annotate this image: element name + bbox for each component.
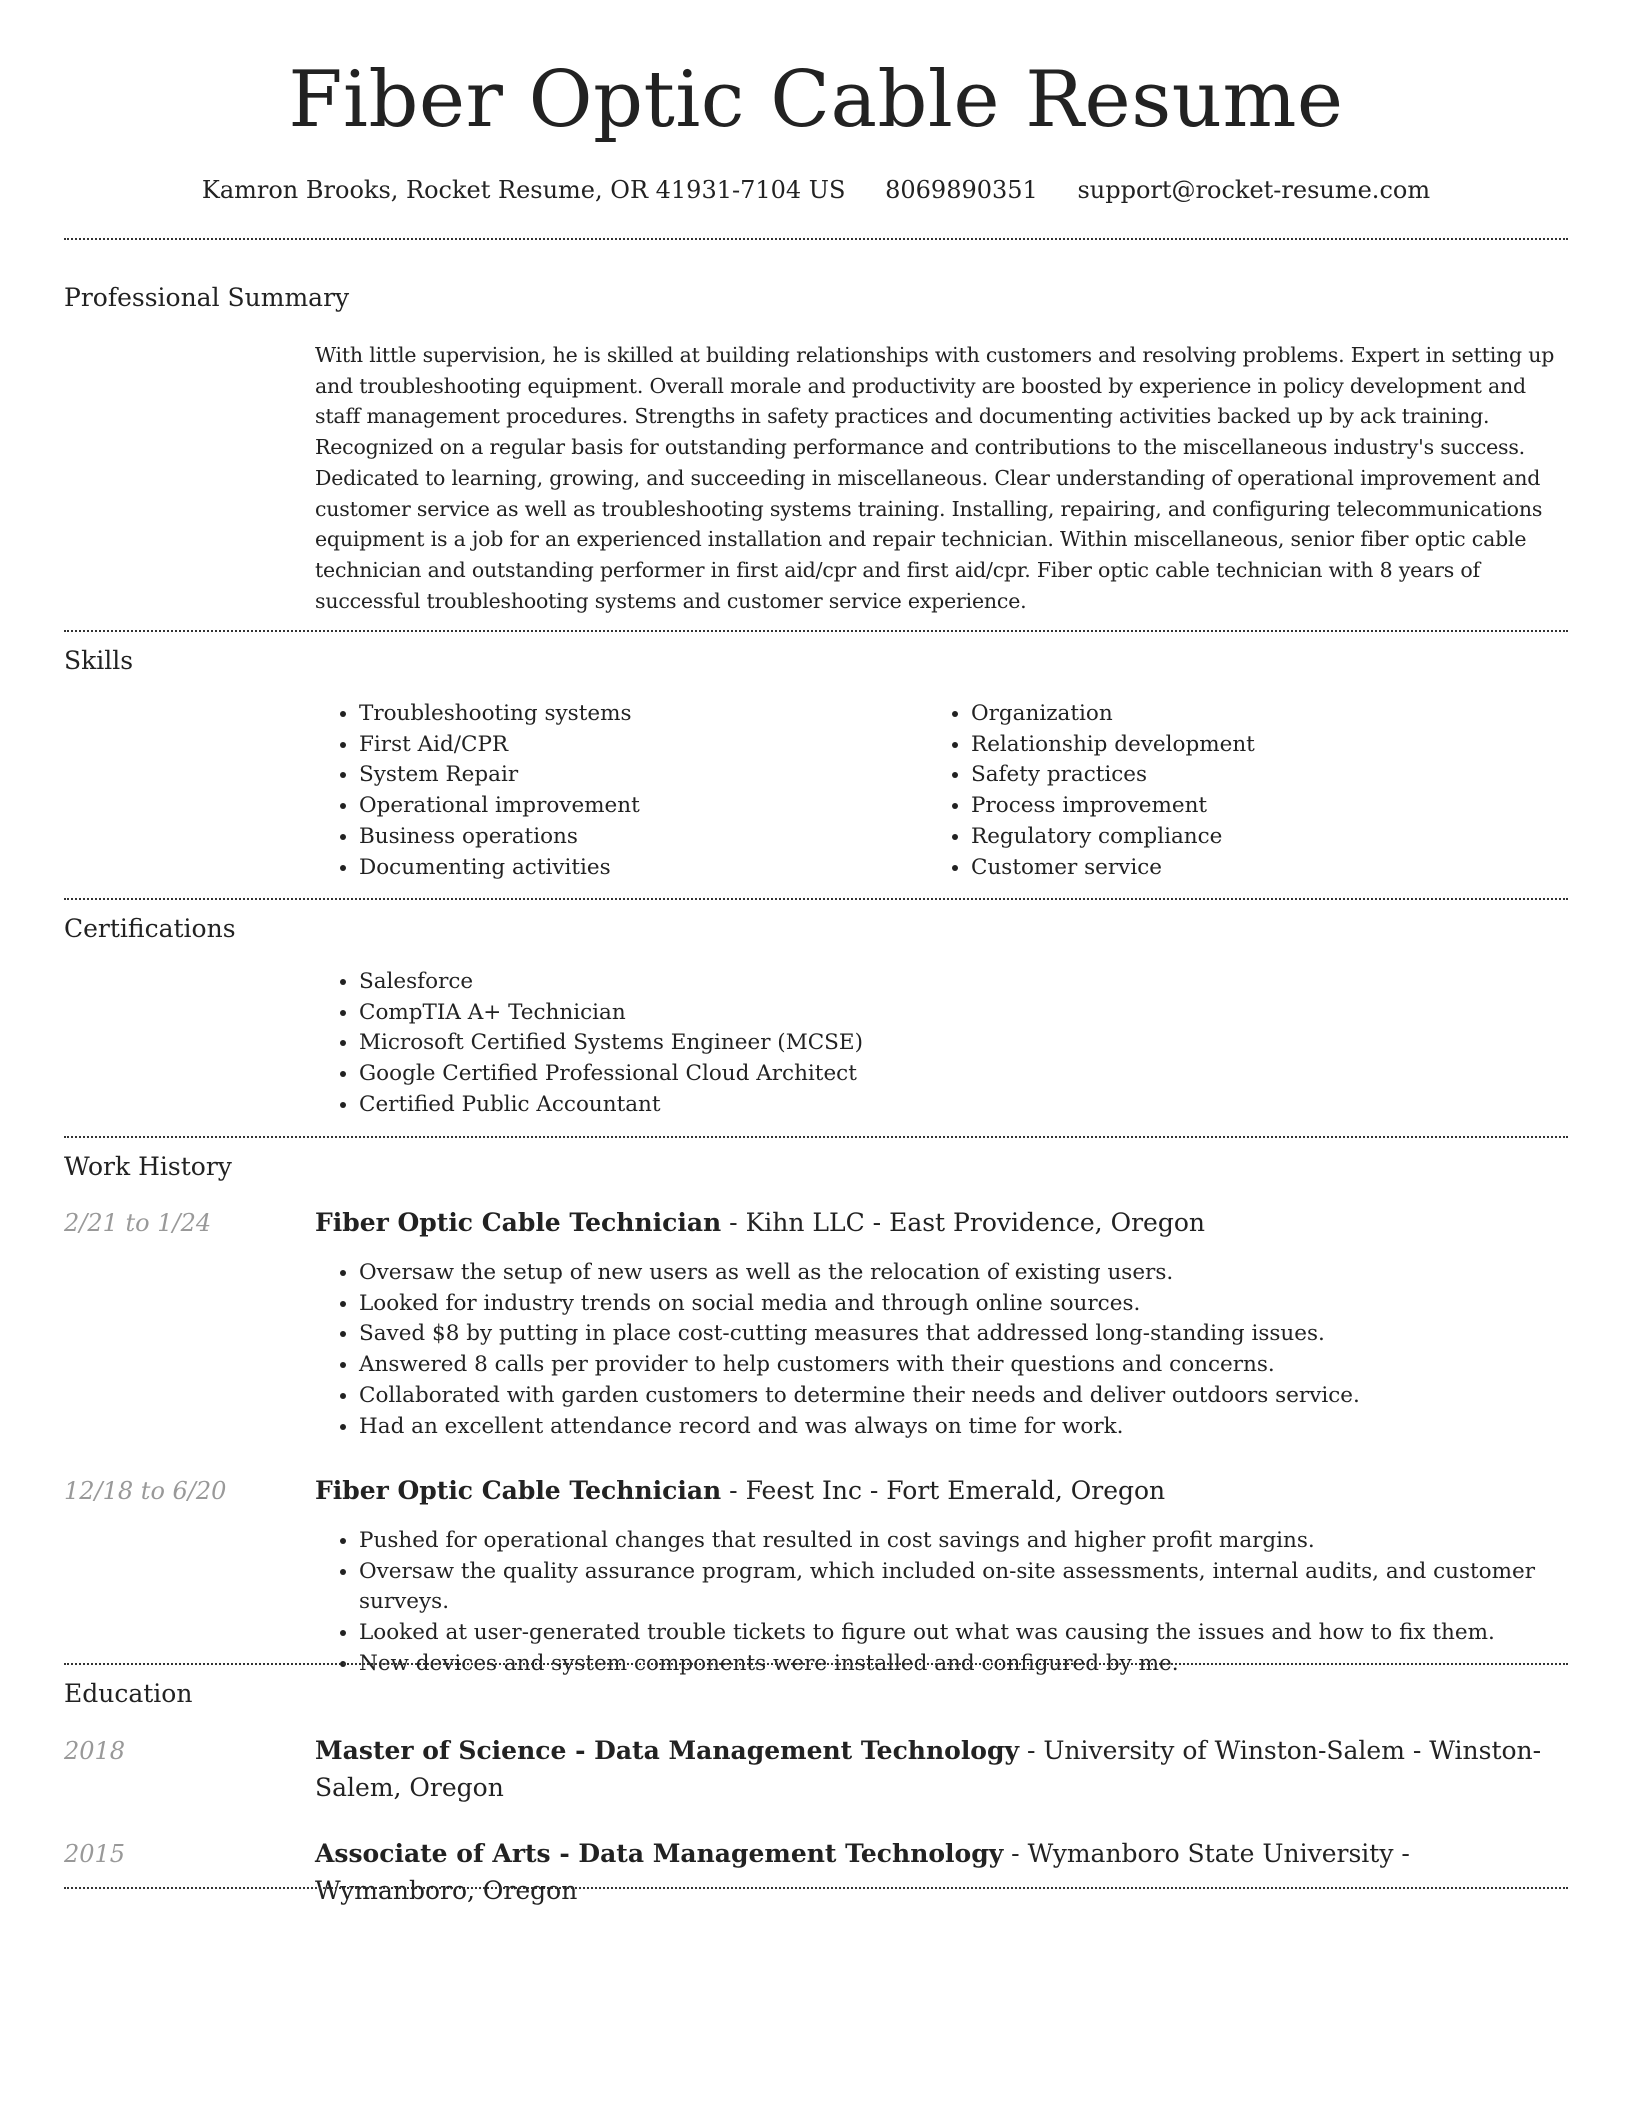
job-bullets: [315, 1258, 1612, 1442]
skill-item: • Organization: [971, 699, 1571, 730]
summary-text: With little supervision, he is skilled at building relationships with customers and resolving problems. Expert in setting up and troubleshooting equipment. Overall morale and productivity are boosted by experience in policy development and staff management procedures. Strengths in safety practices and documenting activities backed up by ack training. Recognized on a regular basis for outstanding performance and contributions to the miscellaneous industry's success. Dedicated to learning, growing, and succeeding in miscellaneous. Clear understanding of operational improvement and customer service as well as troubleshooting systems training. Installing, repairing, and configuring telecommunications equipment is a job for an experienced installation and repair technician. Within miscellaneous, senior fiber optic cable technician and outstanding performer in first aid/cpr and first aid/cpr. Fiber optic cable technician with 8 years of successful troubleshooting systems and customer service experience.: [315, 343, 1555, 613]
job-bullet: • Had an excellent attendance record and was always on time for work.: [359, 1412, 1612, 1443]
skill-item: • Troubleshooting systems: [359, 699, 919, 730]
job-bullets: [315, 1526, 1612, 1680]
contact-address: Kamron Brooks, Rocket Resume, OR 41931-7104 US: [201, 176, 846, 204]
education-year: 2015: [64, 1840, 126, 1868]
certification-item: • Microsoft Certified Systems Engineer (MCSE): [359, 1028, 1559, 1059]
education-year: 2018: [64, 1737, 126, 1765]
skill-item: • First Aid/CPR: [359, 730, 919, 761]
job-bullet: • Oversaw the quality assurance program, which included on-site assessments, internal audits, and customer surveys.: [359, 1557, 1612, 1618]
contact-email: support@rocket-resume.com: [1077, 176, 1431, 204]
certification-item: • Certified Public Accountant: [359, 1090, 1559, 1121]
certification-item: • Google Certified Professional Cloud Architect: [359, 1059, 1559, 1090]
section-title-education: Education: [64, 1679, 193, 1708]
job-bullet: • Collaborated with garden customers to determine their needs and deliver outdoors service.: [359, 1381, 1612, 1412]
section-divider: [64, 1663, 1568, 1665]
education-degree: Master of Science - Data Management Technology: [315, 1736, 1019, 1765]
job-title: [315, 1472, 1568, 1509]
section-divider: [64, 238, 1568, 240]
contact-phone: 8069890351: [885, 176, 1038, 204]
job-role: Fiber Optic Cable Technician: [315, 1208, 722, 1237]
job-bullet: • Looked at user-generated trouble tickets to figure out what was causing the issues and how to fix them.: [359, 1618, 1612, 1649]
skill-item: • Process improvement: [971, 791, 1571, 822]
skill-item: • Documenting activities: [359, 853, 919, 884]
skills-list-left: [315, 699, 919, 883]
skill-item: • Regulatory compliance: [971, 822, 1571, 853]
education-degree: Associate of Arts - Data Management Technology: [315, 1839, 1004, 1868]
resume-title: Fiber Optic Cable Resume: [288, 55, 1344, 145]
section-divider: [64, 1887, 1568, 1889]
certification-item: • CompTIA A+ Technician: [359, 998, 1559, 1029]
certifications-list: [315, 967, 1559, 1121]
skill-item: • Customer service: [971, 853, 1571, 884]
skill-item: • Business operations: [359, 822, 919, 853]
job-dates: 2/21 to 1/24: [64, 1209, 212, 1237]
job-title: [315, 1204, 1568, 1241]
section-title-skills: Skills: [64, 646, 134, 675]
education-school: - Wymanboro State University - Wymanboro, Oregon: [315, 1839, 1410, 1905]
job-dates: 12/18 to 6/20: [64, 1477, 227, 1505]
job-bullet: • Oversaw the setup of new users as well as the relocation of existing users.: [359, 1258, 1612, 1289]
job-role: Fiber Optic Cable Technician: [315, 1476, 722, 1505]
education-school: - University of Winston-Salem - Winston-Salem, Oregon: [315, 1736, 1542, 1802]
education-entry: [315, 1835, 1568, 1909]
education-entry: [315, 1732, 1568, 1806]
skill-item: • Operational improvement: [359, 791, 919, 822]
job-bullet: • Pushed for operational changes that resulted in cost savings and higher profit margins.: [359, 1526, 1612, 1557]
job-employer: - Kihn LLC - East Providence, Oregon: [721, 1208, 1205, 1237]
skill-item: • Safety practices: [971, 760, 1571, 791]
section-divider: [64, 630, 1568, 632]
section-title-work-history: Work History: [64, 1152, 232, 1181]
job-bullet: • Looked for industry trends on social media and through online sources.: [359, 1289, 1612, 1320]
job-bullet: • New devices and system components were installed and configured by me.: [359, 1649, 1612, 1680]
skill-item: • Relationship development: [971, 730, 1571, 761]
skill-item: • System Repair: [359, 760, 919, 791]
certification-item: • Salesforce: [359, 967, 1559, 998]
skills-list-right: [927, 699, 1571, 883]
contact-line: [0, 170, 1632, 210]
section-title-summary: Professional Summary: [64, 283, 350, 312]
job-bullet: • Saved $8 by putting in place cost-cutting measures that addressed long-standing issues.: [359, 1319, 1612, 1350]
job-bullet: • Answered 8 calls per provider to help customers with their questions and concerns.: [359, 1350, 1612, 1381]
job-employer: - Feest Inc - Fort Emerald, Oregon: [721, 1476, 1166, 1505]
section-divider: [64, 1136, 1568, 1138]
section-divider: [64, 898, 1568, 900]
section-title-certifications: Certifications: [64, 914, 236, 943]
